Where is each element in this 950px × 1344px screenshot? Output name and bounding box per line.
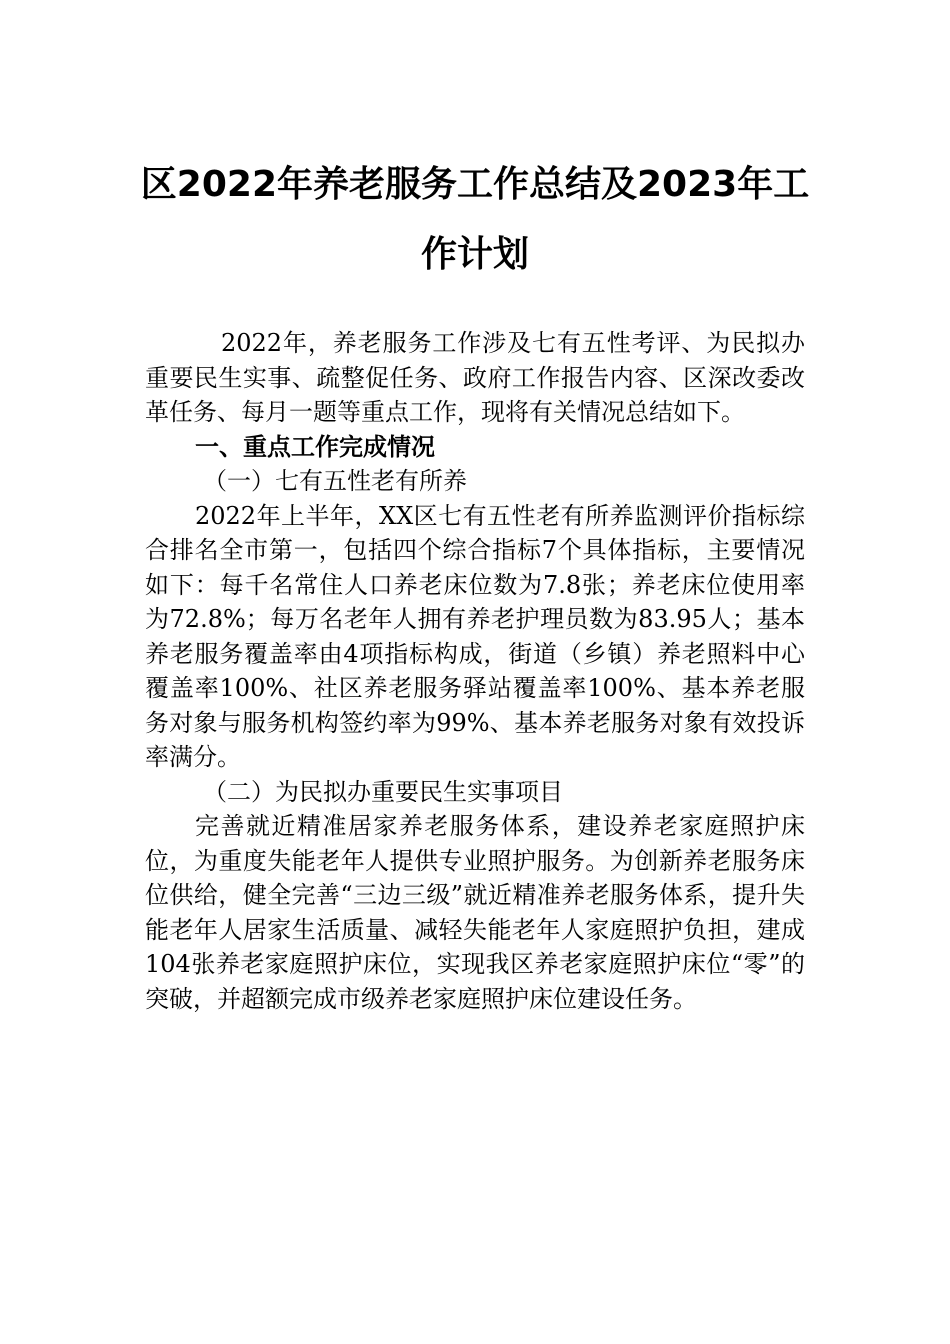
subsection-heading-1: （一）七有五性老有所养	[203, 467, 467, 495]
subsection-heading-2: （二）为民拟办重要民生实事项目	[203, 777, 563, 806]
intro-paragraph: 2022年，养老服务工作涉及七有五性考评、为民拟办重要民生实事、疏整促任务、政府工作报告内容、区深改委改革任务、每月一题等重点工作，现将有关情况总结如下。	[145, 329, 805, 426]
subsection-2-paragraph: 完善就近精准居家养老服务体系，建设养老家庭照护床位，为重度失能老年人提供专业照护服务。为创新养老服务床位供给，健全完善“三边三级”就近精准养老服务体系，提升失能老年人居家生活质量、减轻失能老年人家庭照护负担，建成104张养老家庭照护床位，实现我区养老家庭照护床位“零”的突破，并超额完成市级养老家庭照护床位建设任务。	[145, 812, 805, 1013]
section-heading-1: 一、重点工作完成情况	[195, 432, 435, 461]
document-title: 区2022年养老服务工作总结及2023年工作计划	[140, 164, 810, 275]
subsection-1-paragraph: 2022年上半年，XX区七有五性老有所养监测评价指标综合排名全市第一，包括四个综合指标7个具体指标，主要情况如下：每千名常住人口养老床位数为7.8张；养老床位使用率为72.8%；每万名老年人拥有养老护理员数为83.95人；基本养老服务覆盖率由4项指标构成，街道（乡镇）养老照料中心覆盖率100%、社区养老服务驿站覆盖率100%、基本养老服务对象与服务机构签约率为99%、基本养老服务对象有效投诉率满分。	[145, 501, 805, 771]
document-body	[145, 326, 805, 1016]
